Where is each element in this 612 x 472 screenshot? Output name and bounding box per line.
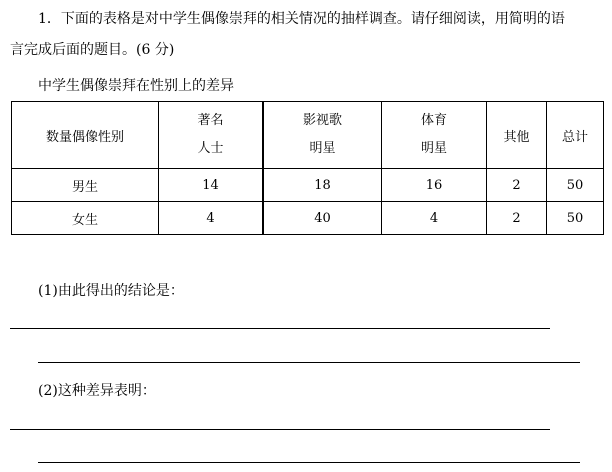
column-header-total: 总计 [547, 102, 604, 169]
column-header-sports-stars: 体育 明星 [382, 102, 487, 169]
question-line-1: 1．下面的表格是对中学生偶像崇拜的相关情况的抽样调查。请仔细阅读，用简明的语 [38, 11, 565, 27]
table-row-boys [12, 169, 604, 202]
answer-line [10, 429, 550, 430]
table-cell: 50 [547, 169, 604, 202]
subquestion-1-label: (1)由此得出的结论是： [38, 283, 184, 299]
subquestion-2-label: (2)这种差异表明： [38, 383, 156, 399]
table-cell: 2 [487, 202, 547, 235]
table-cell: 50 [547, 202, 604, 235]
answer-line [10, 328, 550, 329]
table-cell: 2 [487, 169, 547, 202]
column-header-other: 其他 [487, 102, 547, 169]
table-cell: 16 [382, 169, 487, 202]
row-label: 男生 [12, 169, 159, 202]
answer-line [38, 362, 580, 363]
survey-table [11, 101, 604, 235]
row-label: 女生 [12, 202, 159, 235]
answer-line [38, 462, 580, 463]
question-line-2: 言完成后面的题目。(6 分) [10, 42, 175, 58]
column-header-famous-people: 著名 人士 [159, 102, 264, 169]
table-row-girls [12, 202, 604, 235]
table-header-row [12, 102, 604, 169]
table-cell: 4 [159, 202, 264, 235]
table-cell: 4 [382, 202, 487, 235]
table-cell: 18 [263, 169, 382, 202]
table-cell: 14 [159, 169, 264, 202]
column-header-film-stars: 影视歌 明星 [263, 102, 382, 169]
corner-header: 数量偶像性别 [12, 102, 159, 169]
table-caption: 中学生偶像崇拜在性别上的差异 [38, 78, 234, 94]
table-cell: 40 [263, 202, 382, 235]
